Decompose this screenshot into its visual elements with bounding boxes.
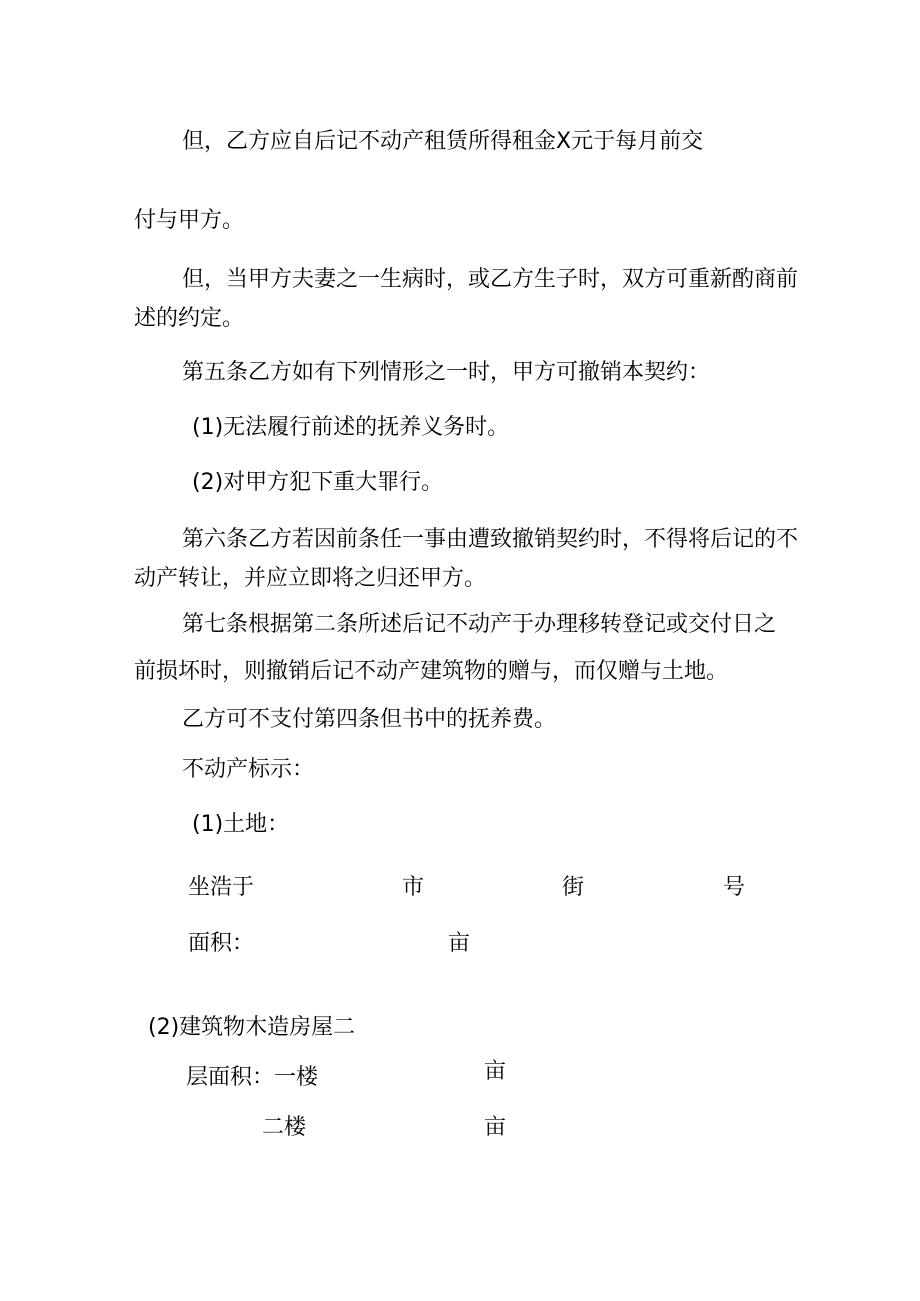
- address-street: 街: [562, 875, 585, 900]
- article-seven-line-3: 乙方可不支付第四条但书中的抚养费。: [182, 707, 557, 732]
- land-area-label: 面积：: [188, 931, 255, 956]
- address-label: 坐浩于: [188, 875, 255, 900]
- article-six-line-2: 动产转让，并应立即将之归还甲方。: [134, 566, 487, 591]
- floor1-unit: 亩: [484, 1059, 507, 1084]
- land-area-unit: 亩: [448, 931, 471, 956]
- article-five-item-1: (1)无法履行前述的抚养义务时。: [192, 415, 510, 440]
- article-six-line-1: 第六条乙方若因前条任一事由遭致撤销契约时，不得将后记的不: [182, 527, 799, 552]
- paragraph-rent-line-2: 付与甲方。: [134, 208, 245, 233]
- land-heading: (1)土地：: [192, 812, 290, 837]
- article-seven-line-1: 第七条根据第二条所述后记不动产于办理移转登记或交付日之: [182, 612, 777, 637]
- article-seven-line-2: 前损坏时，则撤销后记不动产建筑物的赠与，而仅赠与土地。: [134, 659, 729, 684]
- address-number: 号: [723, 875, 746, 900]
- paragraph-rent-line-1: 但，乙方应自后记不动产租赁所得租金X元于每月前交: [182, 129, 704, 154]
- property-heading: 不动产标示：: [182, 757, 315, 782]
- floor1-label: 层面积：一楼: [186, 1065, 319, 1090]
- floor2-unit: 亩: [484, 1115, 507, 1140]
- floor2-label: 二楼: [262, 1115, 307, 1140]
- building-heading: (2)建筑物木造房屋二: [148, 1015, 356, 1040]
- article-five-item-2: (2)对甲方犯下重大罪行。: [192, 470, 444, 495]
- address-city: 市: [402, 875, 425, 900]
- article-five: 第五条乙方如有下列情形之一时，甲方可撤销本契约：: [182, 360, 711, 385]
- paragraph-renegotiate-line-1: 但，当甲方夫妻之一生病时，或乙方生子时，双方可重新酌商前: [182, 267, 799, 292]
- paragraph-renegotiate-line-2: 述的约定。: [134, 306, 245, 331]
